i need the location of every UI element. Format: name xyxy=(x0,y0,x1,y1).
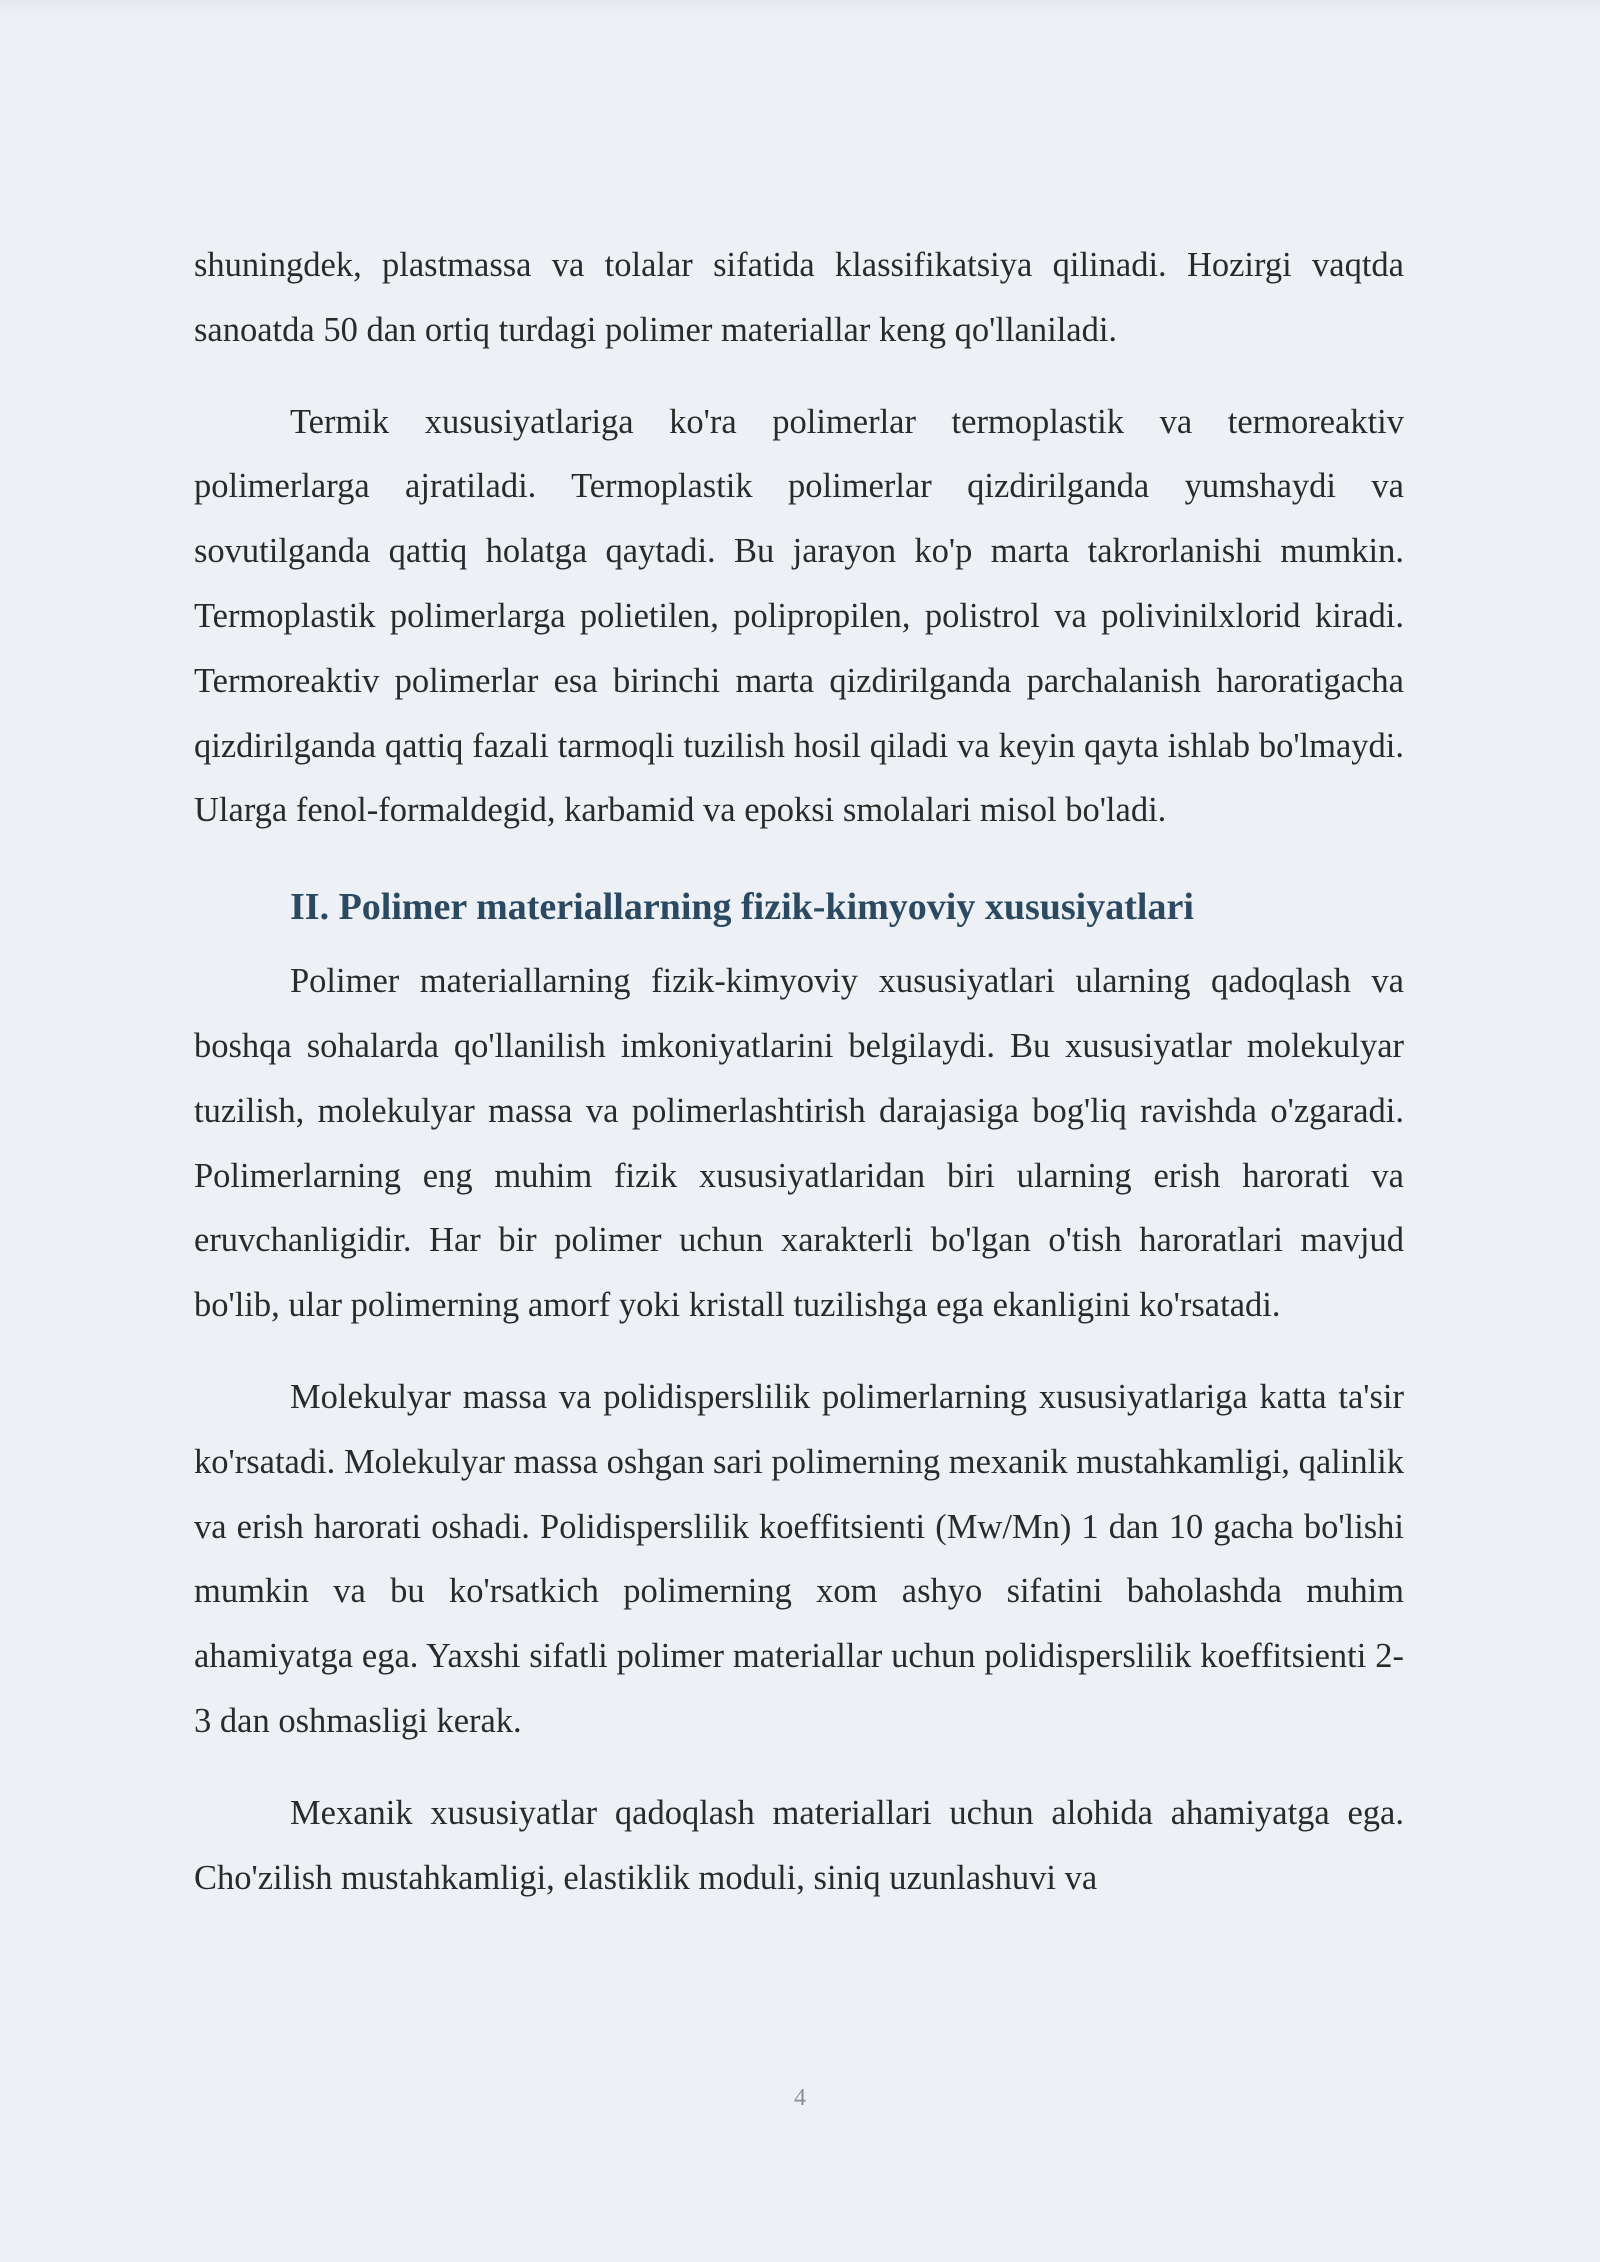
paragraph-spacer xyxy=(194,1754,1404,1781)
paragraph-spacer xyxy=(194,363,1404,390)
page-content xyxy=(194,233,1404,1910)
paragraph-continuation: shuningdek, plastmassa va tolalar sifatida klassifikatsiya qilinadi. Hozirgi vaqtda sanoatda 50 dan ortiq turdagi polimer materiallar keng qo'llaniladi. xyxy=(194,246,1404,349)
section-heading: II. Polimer materiallarning fizik-kimyoviy xususiyatlari xyxy=(290,886,1194,929)
paragraph-molecular-mass: Molekulyar massa va polidisperslilik polimerlarning xususiyatlariga katta ta'sir ko'rsatadi. Molekulyar massa oshgan sari polimerning mexanik mustahkamligi, qalinlik va erish harorati oshadi. Polidisperslilik koeffitsienti (Mw/Mn) 1 dan 10 gacha bo'lishi mumkin va bu ko'rsatkich polimerning xom ashyo sifatini baholashda muhim ahamiyatga ega. Yaxshi sifatli polimer materiallar uchun polidisperslilik koeffitsienti 2-3 dan oshmasligi kerak. xyxy=(194,1377,1404,1740)
paragraph-mechanical: Mexanik xususiyatlar qadoqlash materiallari uchun alohida ahamiyatga ega. Cho'zilish mustahkamligi, elastiklik moduli, siniq uzunlashuvi va xyxy=(194,1793,1404,1897)
paragraph-thermal-properties: Termik xususiyatlariga ko'ra polimerlar termoplastik va termoreaktiv polimerlarga ajratiladi. Termoplastik polimerlar qizdirilganda yumshaydi va sovutilganda qattiq holatga qaytadi. Bu jarayon ko'p marta takrorlanishi mumkin. Termoplastik polimerlarga polietilen, polipropilen, polistrol va polivinilxlorid kiradi. Termoreaktiv polimerlar esa birinchi marta qizdirilganda parchalanish haroratigacha qizdirilganda qattiq fazali tarmoqli tuzilish hosil qiladi va keyin qayta ishlab bo'lmaydi. Ularga fenol-formaldegid, karbamid va epoksi smolalari misol bo'ladi. xyxy=(194,402,1404,830)
paragraph-spacer xyxy=(194,1338,1404,1365)
page-number: 4 xyxy=(794,2085,806,2111)
paragraph-physicochemical: Polimer materiallarning fizik-kimyoviy xususiyatlari ularning qadoqlash va boshqa sohalarda qo'llanilish imkoniyatlarini belgilaydi. Bu xususiyatlar molekulyar tuzilish, molekulyar massa va polimerlashtirish darajasiga bog'liq ravishda o'zgaradi. Polimerlarning eng muhim fizik xususiyatlaridan biri ularning erish harorati va eruvchanligidir. Har bir polimer uchun xarakterli bo'lgan o'tish haroratlari mavjud bo'lib, ular polimerning amorf yoki kristall tuzilishga ega ekanligini ko'rsatadi. xyxy=(194,962,1404,1325)
